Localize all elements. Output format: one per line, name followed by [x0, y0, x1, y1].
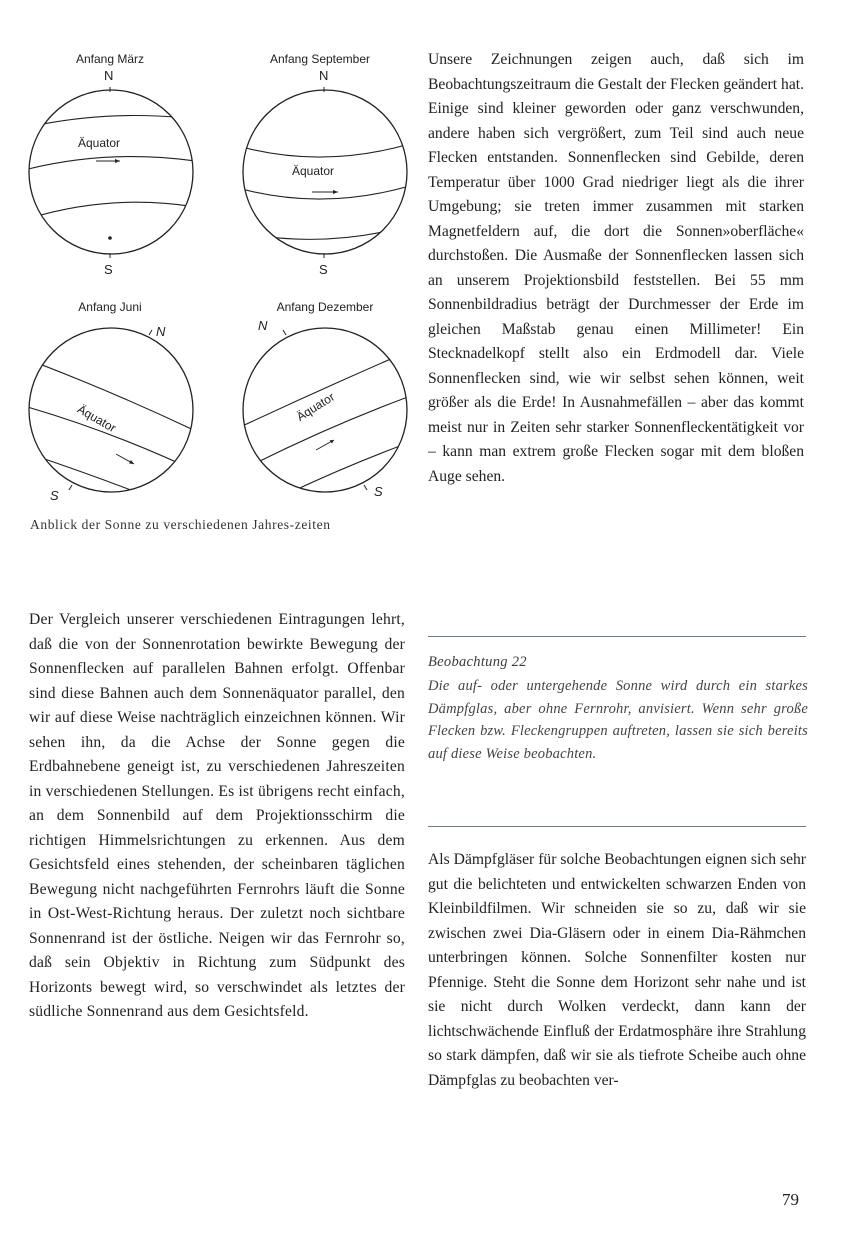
panel-label-december: Anfang Dezember	[276, 300, 374, 314]
equator-label-december: Äquator	[294, 389, 338, 424]
left-column	[29, 608, 405, 1025]
north-label-june: N	[156, 324, 166, 339]
observation-title: Beobachtung 22	[428, 654, 527, 670]
north-label-march: N	[104, 68, 114, 83]
observation-box	[428, 654, 808, 765]
equator-label-march: Äquator	[78, 136, 121, 150]
sun-disk-march	[24, 84, 202, 262]
panel-label-march: Anfang März	[75, 52, 145, 66]
left-paragraph: Der Vergleich unserer verschiedenen Eintragungen lehrt, daß die von der Sonnenrotation bewirkte Bewegung der Sonnenflecken auf parallelen Bahnen erfolgt. Offenbar sind diese Bahnen auch dem Sonnenäquator parallel, den wir auf diese Weise nachträglich einzeichnen können. Wir sehen ihn, da die Achse der Sonne gegen die Erdbahnebene geneigt ist, zu verschiedenen Jahreszeiten in verschiedenen Stellungen. Es ist übrigens recht einfach, an dem Sonnenbild auf dem Projektionsschirm die richtigen Himmelsrichtungen zu erkennen. Aus dem Gesichtsfeld eines stehenden, der scheinbaren täglichen Bewegung nicht nachgeführten Fernrohrs läuft die Sonne in Ost-West-Richtung heraus. Der zuletzt noch sichtbare Sonnenrand ist der östliche. Neigen wir das Fernrohr so, daß sein Objektiv in Richtung zum Südpunkt des Horizonts bewegt wird, so verschwindet als letztes der südliche Sonnenrand aus dem Gesichtsfeld.	[29, 611, 405, 1020]
panel-label-june: Anfang Juni	[78, 300, 142, 314]
equator-label-september: Äquator	[292, 164, 335, 178]
equator-label-june: Äquator	[75, 402, 119, 436]
figure-caption: Anblick der Sonne zu verschiedenen Jahres-zeiten	[30, 517, 331, 532]
panel-label-september: Anfang September	[269, 52, 371, 66]
sun-disk-december	[238, 322, 416, 500]
divider-bottom	[428, 826, 806, 827]
divider-top	[428, 636, 806, 637]
right-column-top	[428, 48, 804, 489]
north-label-september: N	[319, 68, 329, 83]
north-label-december: N	[258, 318, 268, 333]
south-label-march: S	[104, 262, 113, 277]
south-label-september: S	[319, 262, 328, 277]
south-label-december: S	[374, 484, 383, 499]
observation-text: Die auf- oder untergehende Sonne wird durch ein starkes Dämpfglas, aber ohne Fernrohr, anvisiert. Wenn sehr große Flecken bzw. Fleckengruppen auftreten, lassen sie sich bereits auf diese Weise beobachten.	[428, 678, 808, 762]
page-number: 79	[782, 1190, 799, 1209]
right-column-bottom	[428, 848, 806, 1093]
right-paragraph-top: Unsere Zeichnungen zeigen auch, daß sich im Beobachtungszeitraum die Gestalt der Flecken geändert hat. Einige sind kleiner geworden oder ganz verschwunden, andere haben sich vergrößert, zum Teil sind auch neue Flecken entstanden. Sonnenflecken sind Gebilde, deren Temperatur über 1000 Grad niedriger liegt als die ihrer Umgebung; sie treten immer zusammen mit starken Magnetfeldern auf, die dort die Sonnen»oberfläche« durchstoßen. Die Ausmaße der Sonnenflecken lassen sich an unserem Projektionsbild feststellen. Bei 55 mm Sonnenbildradius beträgt der Durchmesser der Erde im gleichen Maßstab genau einen Millimeter! Ein Stecknadelkopf stellt also ein Erdmodell dar. Viele Sonnenflecken sind, wie wir selbst sehen können, weit größer als die Erde! In Ausnahmefällen – aber das kommt meist nur in Zeiten sehr starker Sonnenfleckentätigkeit vor – kann man extrem große Flecken sogar mit dem bloßen Auge sehen.	[428, 51, 804, 485]
sun-orientation-figure	[20, 40, 405, 520]
south-label-june: S	[50, 488, 59, 503]
sun-disk-june	[24, 322, 202, 500]
right-paragraph-bottom: Als Dämpfgläser für solche Beobachtungen eignen sich sehr gut die belichteten und entwickelten schwarzen Enden von Kleinbildfilmen. Wir schneiden sie so zu, daß wir sie zwischen zwei Dia-Gläsern oder in einem Dia-Rähmchen unterbringen können. Solche Sonnenfilter kosten nur Pfennige. Steht die Sonne dem Horizont sehr nahe und ist sie nicht durch Wolken verdeckt, dann kann der lichtschwächende Einfluß der Erdatmosphäre ihre Strahlung so stark dämpfen, daß wir sie als tiefrote Scheibe auch ohne Dämpfglas zu beobachten ver-	[428, 851, 806, 1089]
